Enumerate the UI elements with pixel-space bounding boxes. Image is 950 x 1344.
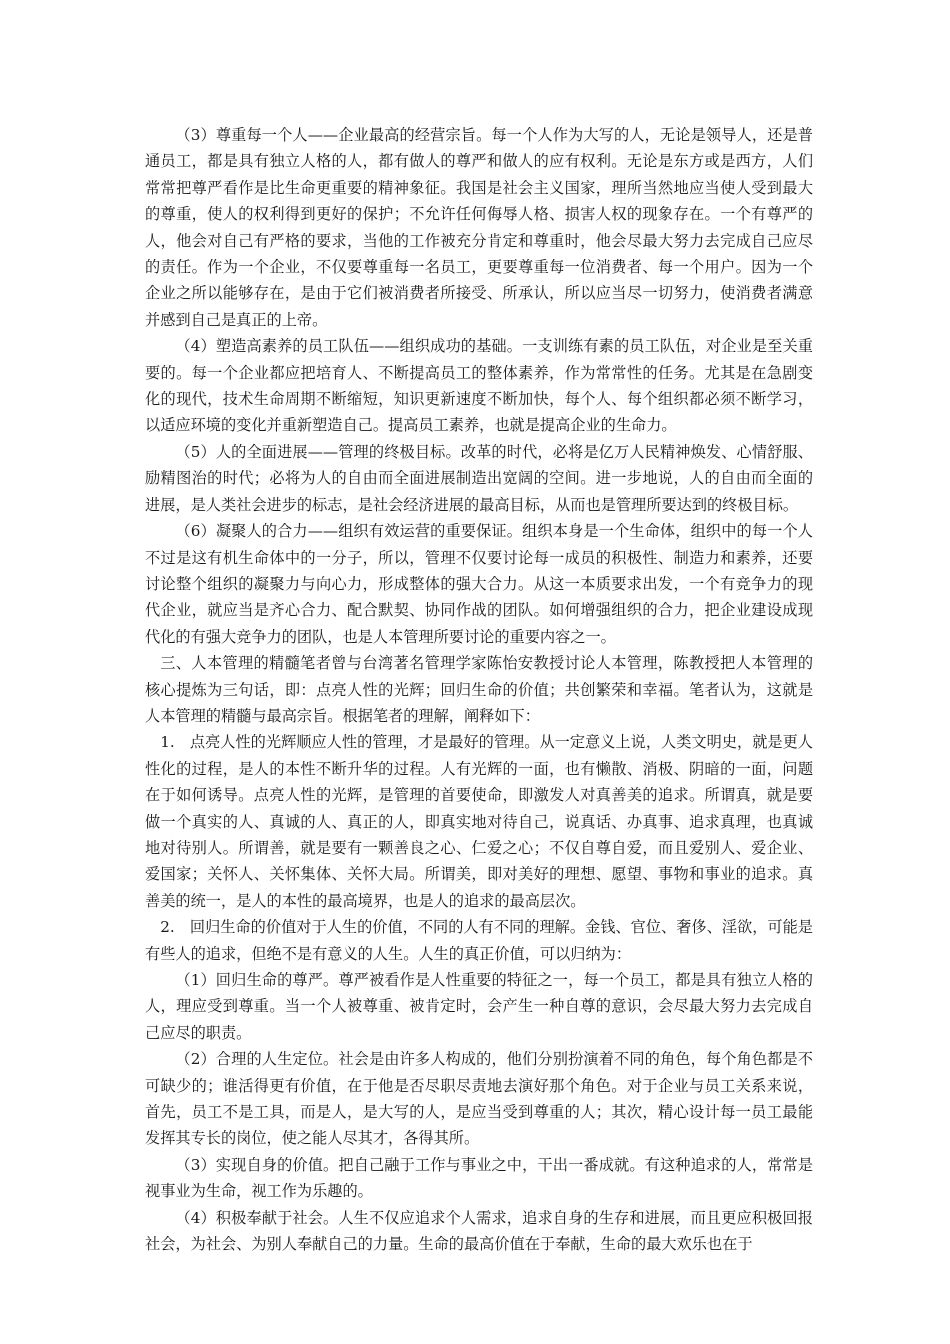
paragraph-dignity: （1）回归生命的尊严。尊严被看作是人性重要的特征之一，每一个员工，都是具有独立人格的人，理应受到尊重。当一个人被尊重、被肯定时，会产生一种自尊的意识，会尽最大努力去完成自己应尽的职责。 <box>145 971 813 1042</box>
paragraph-return-to-value: 2. 回归生命的价值对于人生的价值，不同的人有不同的理解。金钱、官位、奢侈、淫欲，可能是有些人的追求，但绝不是有意义的人生。人生的真正价值，可以归纳为： <box>145 918 813 963</box>
paragraph-all-round-development: （5）人的全面进展——管理的终极目标。改革的时代，必将是亿万人民精神焕发、心情舒服、励精图治的时代；必将为人的自由而全面进展制造出宽阔的空间。进一步地说，人的自由而全面的进展，是人类社会进步的标志，是社会经济进展的最高目标，从而也是管理所要达到的终极目标。 <box>145 442 813 514</box>
paragraph-self-realization: （3）实现自身的价值。把自己融于工作与事业之中，干出一番成就。有这种追求的人，常常是视事业为生命，视工作为乐趣的。 <box>145 1155 813 1201</box>
paragraph-cohesion: （6）凝聚人的合力——组织有效运营的重要保证。组织本身是一个生命体，组织中的每一个人不过是这有机生命体中的一分子，所以，管理不仅要讨论每一成员的积极性、制造力和素养，还要讨论整个组织的凝聚力与向心力，形成整体的强大合力。从这一本质要求出发，一个有竞争力的现代企业，就应当是齐心合力、配合默契、协同作战的团队。如何增强组织的合力，把企业建设成现代化的有强大竞争力的团队，也是人本管理所要讨论的重要内容之一。 <box>145 522 813 646</box>
paragraph-life-positioning: （2）合理的人生定位。社会是由许多人构成的，他们分别扮演着不同的角色，每个角色都是不可缺少的；谁活得更有价值，在于他是否尽职尽责地去演好那个角色。对于企业与员工关系来说，首先，员工不是工具，而是人，是大写的人，是应当受到尊重的人；其次，精心设计每一员工最能发挥其专长的岗位，使之能人尽其才，各得其所。 <box>145 1050 813 1148</box>
paragraph-section-three: 三、人本管理的精髓笔者曾与台湾著名管理学家陈怡安教授讨论人本管理，陈教授把人本管理的核心提炼为三句话，即：点亮人性的光辉；回归生命的价值；共创繁荣和幸福。笔者认为，这就是人本管理的精髓与最高宗旨。根据笔者的理解，阐释如下： <box>145 654 813 725</box>
paragraph-light-up-humanity: 1. 点亮人性的光辉顺应人性的管理，才是最好的管理。从一定意义上说，人类文明史，就是更人性化的过程，是人的本性不断升华的过程。人有光辉的一面，也有懒散、消极、阴暗的一面，问题在于如何诱导。点亮人性的光辉，是管理的首要使命，即激发人对真善美的追求。所谓真，就是要做一个真实的人、真诚的人、真正的人，即真实地对待自己，说真话、办真事、追求真理，也真诚地对待别人。所谓善，就是要有一颗善良之心、仁爱之心；不仅自尊自爱，而且爱别人、爱企业、爱国家；关怀人、关怀集体、关怀大局。所谓美，即对美好的理想、愿望、事物和事业的追求。真善美的统一，是人的本性的最高境界，也是人的追求的最高层次。 <box>145 733 813 910</box>
paragraph-respect-everyone: （3）尊重每一个人——企业最高的经营宗旨。每一个人作为大写的人，无论是领导人，还是普通员工，都是具有独立人格的人，都有做人的尊严和做人的应有权利。无论是东方或是西方，人们常常把尊严看作是比生命更重要的精神象征。我国是社会主义国家，理所当然地应当使人受到最大的尊重，使人的权利得到更好的保护；不允许任何侮辱人格、损害人权的现象存在。一个有尊严的人，他会对自己有严格的要求，当他的工作被充分肯定和尊重时，他会尽最大努力去完成自己应尽的责任。作为一个企业，不仅要尊重每一名员工，更要尊重每一位消费者、每一个用户。因为一个企业之所以能够存在，是由于它们被消费者所接受、所承认，所以应当尽一切努力，使消费者满意并感到自己是真正的上帝。 <box>145 126 813 329</box>
paragraph-staff-quality: （4）塑造高素养的员工队伍——组织成功的基础。一支训练有素的员工队伍，对企业是至关重要的。每一个企业都应把培育人、不断提高员工的整体素养，作为常常性的任务。尤其是在急剧变化的现代，技术生命周期不断缩短，知识更新速度不断加快，每个人、每个组织都必须不断学习，以适应环境的变化并重新塑造自己。提高员工素养，也就是提高企业的生命力。 <box>145 337 813 435</box>
document-body <box>145 122 813 1257</box>
paragraph-dedication: （4）积极奉献于社会。人生不仅应追求个人需求，追求自身的生存和进展，而且更应积极回报社会，为社会、为别人奉献自己的力量。生命的最高价值在于奉献，生命的最大欢乐也在于 <box>145 1208 813 1254</box>
